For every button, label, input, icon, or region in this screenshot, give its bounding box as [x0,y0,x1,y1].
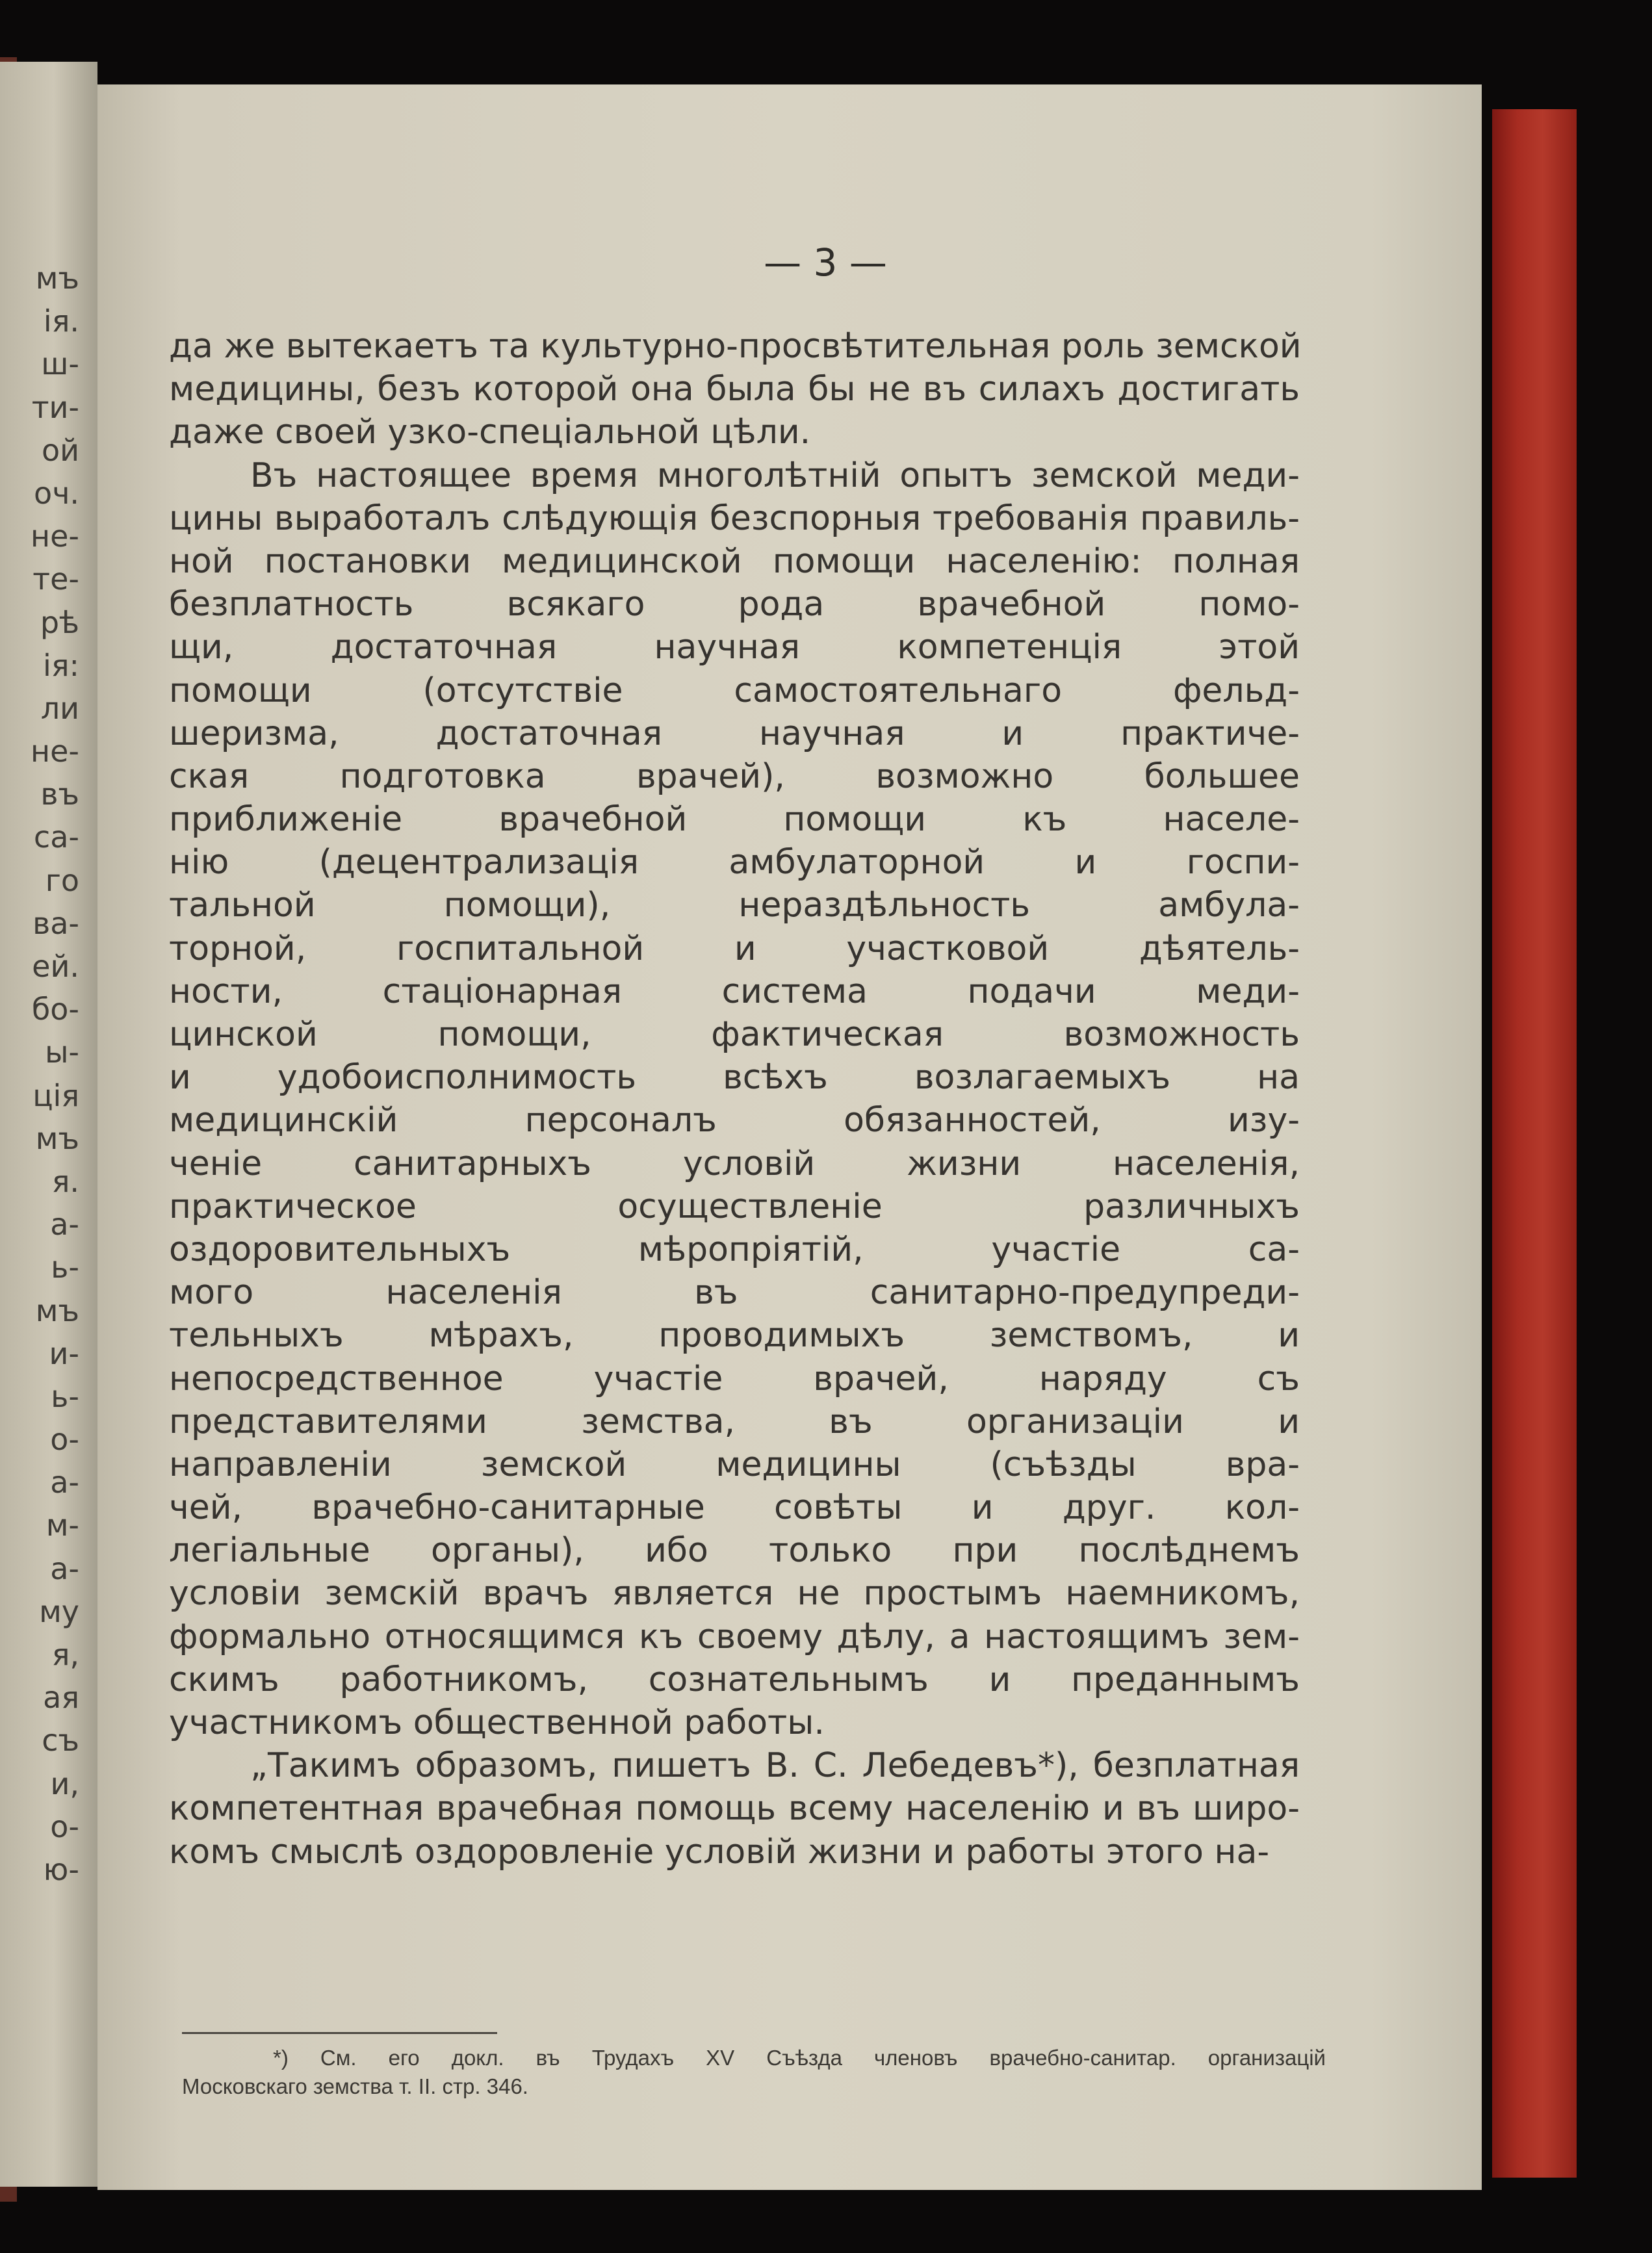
left-page-fragment: не- [31,519,79,554]
body-text [169,325,1300,1873]
text-line: цинской помощи, фактическая возможность [169,1015,1300,1054]
left-page-fragment: ція [32,1077,79,1113]
left-page-fragment: съ [42,1723,79,1758]
text-line: приближеніе врачебной помощи къ населе- [169,800,1300,840]
left-page-fragment: ой [41,432,79,468]
footnote [182,2044,1326,2101]
text-line: нію (децентрализація амбулаторной и госпи- [169,843,1300,882]
footnote-line: Московскаго земства т. II. стр. 346. [182,2074,528,2098]
text-line: тальной помощи), нераздѣльность амбула- [169,886,1300,925]
left-page-fragment: ь- [51,1250,79,1285]
left-page-fragment: я. [51,1163,79,1199]
left-page-fragment: ли [40,690,79,726]
left-page-fragment: о- [50,1809,79,1844]
left-page-fragment: ія. [43,303,79,339]
text-line: шеризма, достаточная научная и практиче- [169,714,1300,753]
text-line: формально относящимся къ своему дѣлу, а настоящимъ зем- [169,1617,1300,1656]
text-line: комъ смыслѣ оздоровленіе условій жизни и работы этого на- [169,1832,1270,1872]
text-line: ская подготовка врачей), возможно большее [169,756,1300,796]
text-line: ности, стаціонарная система подачи меди- [169,972,1300,1011]
text-line: чей, врачебно-санитарные совѣты и друг. кол- [169,1488,1300,1528]
text-line: оздоровительныхъ мѣропріятій, участіе са- [169,1229,1300,1269]
left-page-fragment: ь- [51,1378,79,1414]
left-page-fragment: мъ [35,1120,79,1156]
left-page-fragment: му [39,1593,79,1629]
left-page-edge [0,62,97,2187]
left-page-fragment: а- [50,1465,79,1500]
book-cover-right [1492,109,1577,2178]
text-line: скимъ работникомъ, сознательнымъ и преданнымъ [169,1660,1300,1699]
left-page-fragment: а- [50,1207,79,1242]
left-page-fragment: я, [51,1637,79,1672]
text-line: цины выработалъ слѣдующія безспорныя требованія правиль- [169,498,1300,538]
left-page-fragment: ей. [32,949,79,984]
left-page-fragment: и- [49,1335,79,1371]
left-page-fragment: а- [50,1551,79,1586]
text-line: ченіе санитарныхъ условій жизни населенія, [169,1144,1300,1183]
footnote-line: *) См. его докл. въ Трудахъ XV Съѣзда членовъ врачебно-санитар. организацій [273,2046,1326,2070]
left-page-fragment: те- [32,561,79,597]
page-number: — 3 — [764,240,887,285]
left-page-fragment: не- [31,734,79,769]
left-page-fragment: бо- [31,992,79,1027]
left-page-fragment: ы- [45,1035,79,1070]
text-line: даже своей узко-спеціальной цѣли. [169,413,811,452]
text-line: „Такимъ образомъ, пишетъ В. С. Лебедевъ*), безплатная [250,1746,1300,1786]
left-page-fragment: мъ [35,1293,79,1328]
left-page-fragment: ія: [43,647,79,683]
left-page-fragment: са- [33,819,79,855]
text-line: непосредственное участіе врачей, наряду съ [169,1359,1300,1398]
text-line: ной постановки медицинской помощи населенію: полная [169,541,1300,581]
left-page-fragment: и, [50,1766,79,1801]
left-page-fragment: ти- [31,389,79,425]
text-line: помощи (отсутствіе самостоятельнаго фельд- [169,671,1300,710]
text-line: практическое осуществленіе различныхъ [169,1187,1300,1226]
text-line: компетентная врачебная помощь всему населенію и въ широ- [169,1789,1300,1829]
text-line: медицины, безъ которой она была бы не въ силахъ достигать [169,370,1300,409]
book-page [97,84,1482,2190]
text-line: представителями земства, въ организаціи и [169,1402,1300,1441]
left-page-fragment: о- [50,1422,79,1458]
left-page-fragment: ая [43,1680,79,1716]
text-line: торной, госпитальной и участковой дѣятель- [169,929,1300,968]
text-line: легіальные органы), ибо только при послѣднемъ [169,1531,1300,1571]
left-page-fragment: го [45,862,79,898]
left-page-fragment: въ [40,777,79,812]
left-page-fragment: ю- [43,1851,79,1887]
left-page-fragment: оч. [34,475,79,511]
text-line: направленіи земской медицины (съѣзды вра- [169,1445,1300,1484]
left-page-fragment: рѣ [40,604,79,640]
text-line: безплатность всякаго рода врачебной помо- [169,585,1300,624]
text-line: Въ настоящее время многолѣтній опытъ земской меди- [250,456,1300,495]
left-page-text-fragments [17,257,97,1891]
text-line: участникомъ общественной работы. [169,1703,825,1742]
text-line: тельныхъ мѣрахъ, проводимыхъ земствомъ, и [169,1316,1300,1356]
text-line: условіи земскій врачъ является не простымъ наемникомъ, [169,1574,1300,1614]
text-line: медицинскій персоналъ обязанностей, изу- [169,1101,1300,1140]
text-line: щи, достаточная научная компетенція этой [169,628,1300,667]
text-line: мого населенія въ санитарно-предупреди- [169,1273,1300,1313]
text-line: да же вытекаетъ та культурно-просвѣтительная роль земской [169,327,1302,366]
footnote-rule [182,2032,497,2034]
left-page-fragment: ва- [32,905,79,941]
left-page-fragment: мъ [35,261,79,296]
text-line: и удобоисполнимость всѣхъ возлагаемыхъ на [169,1058,1300,1098]
left-page-fragment: м- [45,1508,79,1543]
left-page-fragment: ш- [41,346,79,382]
